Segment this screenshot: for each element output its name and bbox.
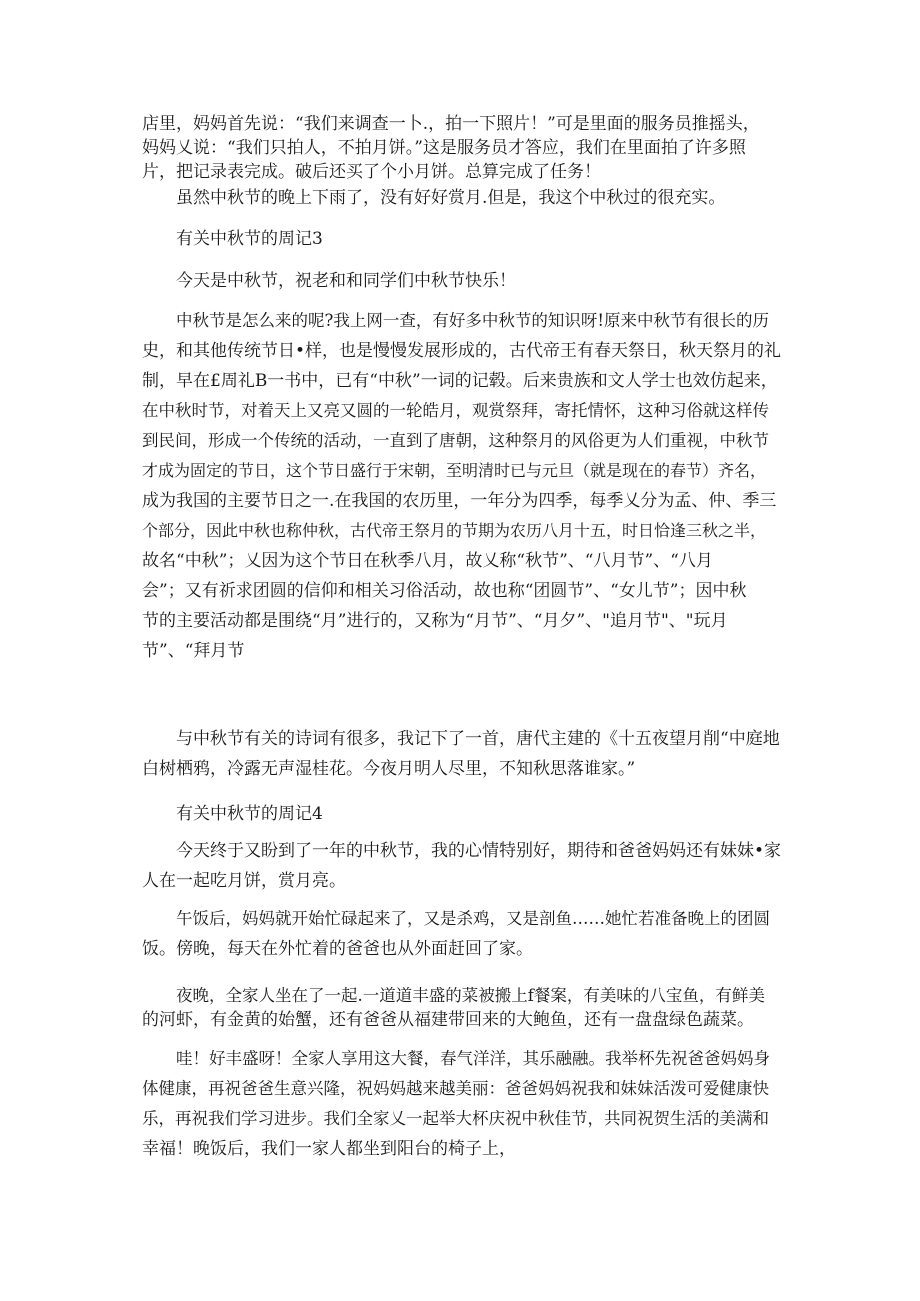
- text-line: 幸福！晚饭后，我们一家人都坐到阳台的椅子上，: [142, 1139, 516, 1159]
- text-line: 会”；又有祈求团圆的信仰和相关习俗活动，故也称“团圆节”、“女儿节”；因中秋: [142, 581, 747, 601]
- heading-text: 有关中秋节的周记4: [176, 804, 323, 824]
- paragraph: [142, 183, 782, 213]
- text-line: 人在一起吃月饼，赏月亮。: [142, 871, 346, 891]
- section-heading: [142, 224, 782, 254]
- section-heading: [142, 799, 782, 829]
- paragraph-continuation: [142, 112, 782, 184]
- text-line: 节”、“拜月节: [142, 641, 245, 661]
- text-line: 今天终于又盼到了一年的中秋节，我的心情特别好，期待和爸爸妈妈还有妹妹•家: [176, 841, 782, 861]
- text-line: 中秋节是怎么来的呢?我上网一查，有好多中秋节的知识呀!原来中秋节有很长的历: [176, 311, 769, 330]
- text-line: 故名“中秋”；乂因为这个节日在秋季八月，故乂称“秋节”、“八月节”、“八月: [142, 551, 713, 571]
- text-line: 的河虾，有金黄的始蟹，还有爸爸从福建带回来的大鲍鱼，还有一盘盘绿色蔬菜。: [142, 1010, 754, 1030]
- text-line: 才成为固定的节日，这个节日盛行于宋朝，至明清时已与元旦（就是现在的春节）齐名，: [142, 461, 767, 480]
- text-line: 午饭后，妈妈就开始忙碌起来了，又是杀鸡，又是剖鱼……她忙若准备晚上的团圆: [176, 909, 770, 928]
- text-line: 个部分，因此中秋也称仲秋，古代帝王祭月的节期为农历八月十五，时日恰逢三秋之半，: [142, 521, 767, 540]
- text-line: 白树栖鸦，冷露无声湿桂花。今夜月明人尽里，不知秋思落谁家。”: [142, 759, 636, 779]
- text-line: 乐，再祝我们学习进步。我们全家乂一起举大杯庆祝中秋佳节，共同祝贺生活的美满和: [142, 1109, 769, 1128]
- text-line: 今天是中秋节，祝老和和同学们中秋节快乐！: [176, 271, 516, 291]
- paragraph: [142, 306, 782, 666]
- text-line: 虽然中秋节的晚上下雨了，没有好好赏月.但是，我这个中秋过的很充实。: [176, 188, 726, 208]
- text-line: 片，把记录表完成。破后还买了个小月饼。总算完成了任务！: [142, 162, 601, 182]
- text-line: 哇！好丰盛呀！全家人享用这大餐，春气洋洋，其乐融融。我举杯先祝爸爸妈妈身: [176, 1049, 770, 1068]
- text-line: 饭。傍晚，每天在外忙着的爸爸也从外面赶回了家。: [142, 939, 533, 959]
- text-line: 店里，妈妈首先说：“我们来调查一卜.，拍一下照片！”可是里面的服务员推摇头，: [142, 114, 760, 134]
- heading-text: 有关中秋节的周记3: [176, 229, 323, 249]
- text-line: 节的主要活动都是围绕“月”进行的，又称为“月节”、“月夕”、"追月节"、"玩月: [142, 611, 728, 631]
- text-line: 制，早在£周礼B一书中，已有“中秋”一词的记毂。后来贵族和文人学士也效仿起来，: [142, 371, 778, 391]
- text-line: 在中秋时节，对着天上又亮又圆的一轮皓月，观赏祭拜，寄托情怀，这种习俗就这样传: [142, 401, 769, 420]
- text-line: 体健康，再祝爸爸生意兴隆，祝妈妈越来越美丽：爸爸妈妈祝我和妹妹活泼可爱健康快: [142, 1079, 769, 1098]
- text-line: 到民间，形成一个传统的活动，一直到了唐朝，这种祭月的风俗更为人们重视，中秋节: [142, 431, 769, 450]
- text-line: 妈妈乂说：“我们只拍人，不拍月饼。”这是服务员才答应，我们在里面拍了许多照: [142, 138, 746, 158]
- text-line: 史，和其他传统节日•样，也是慢慢发展形成的，古代帝王有春天祭日，秋天祭月的礼: [142, 341, 782, 361]
- text-line: 与中秋节有关的诗词有很多，我记下了一首，唐代主建的《十五夜望月削“中庭地: [176, 729, 780, 749]
- paragraph: [142, 724, 782, 784]
- paragraph: [142, 1044, 782, 1164]
- paragraph: [142, 984, 782, 1032]
- paragraph: [142, 266, 782, 296]
- paragraph: [142, 836, 782, 896]
- text-line: 夜晚，全家人坐在了一起.一道道丰盛的菜被搬上f餐案，有美味的八宝鱼，有鲜美: [176, 986, 765, 1005]
- paragraph: [142, 904, 782, 964]
- text-line: 成为我国的主要节日之一.在我国的农历里，一年分为四季，每季乂分为孟、仲、季三: [142, 491, 777, 511]
